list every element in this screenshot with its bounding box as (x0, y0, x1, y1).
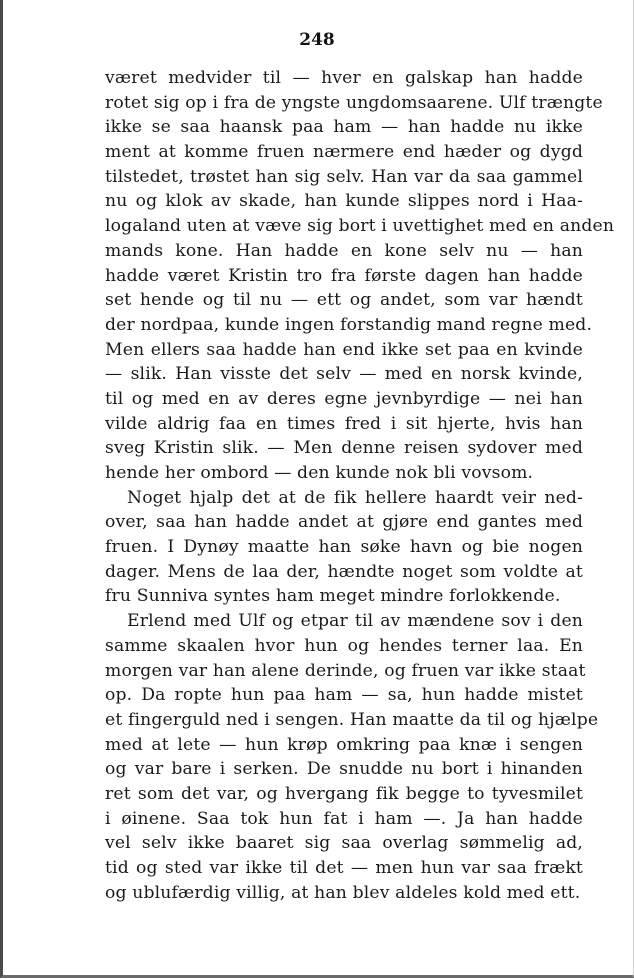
text-line: til og med en av deres egne jevnbyrdige — nei han (105, 388, 583, 409)
text-line: hende her ombord — den kunde nok bli vovsom. (105, 463, 534, 483)
text-line: i øinene. Saa tok hun fat i ham —. Ja han hadde (105, 808, 583, 829)
text-line: fruen. I Dynøy maatte han søke havn og bie nogen (105, 537, 583, 558)
text-line: Erlend med Ulf og etpar til av mændene sov i den (127, 611, 583, 632)
text-line: tilstedet, trøstet han sig selv. Han var da saa gammel (105, 166, 583, 187)
text-line: ment at komme fruen nærmere end hæder og dygd (105, 142, 583, 163)
text-line: hadde været Kristin tro fra første dagen han hadde (105, 265, 583, 286)
text-line: med at lete — hun krøp omkring paa knæ i sengen (105, 734, 583, 755)
text-line: ikke se saa haansk paa ham — han hadde nu ikke (105, 117, 583, 138)
text-line: og ublufærdig villig, at han blev aldeles kold med ett. (105, 882, 581, 903)
text-line: vel selv ikke baaret sig saa overlag sømmelig ad, (105, 833, 583, 854)
text-line: Noget hjalp det at de fik hellere haardt veir ned- (127, 487, 583, 508)
text-line: der nordpaa, kunde ingen forstandig mand regne med. (105, 314, 593, 335)
text-line: morgen var han alene derinde, og fruen var ikke staat (105, 660, 586, 681)
text-line: dager. Mens de laa der, hændte noget som voldte at (105, 561, 583, 582)
paragraph-2 (105, 486, 583, 609)
text-line: ret som det var, og hvergang fik begge to tyvesmilet (105, 783, 583, 804)
text-line: et fingerguld ned i sengen. Han maatte da til og hjælpe (105, 709, 599, 730)
text-line: vilde aldrig faa en times fred i sit hjerte, hvis han (105, 413, 583, 434)
text-line: mands kone. Han hadde en kone selv nu — han (105, 240, 583, 261)
text-line: sveg Kristin slik. — Men denne reisen sydover med (105, 438, 583, 459)
paragraph-3 (105, 609, 599, 905)
text-line: været medvider til — hver en galskap han hadde (105, 68, 583, 88)
text-line: nu og klok av skade, han kunde slippes nord i Haa- (105, 191, 583, 212)
text-line: tid og sted var ikke til det — men hun var saa frækt (105, 858, 583, 878)
text-line: og var bare i serken. De snudde nu bort i hinanden (105, 759, 583, 780)
text-line: rotet sig op i fra de yngste ungdomsaarene. Ulf trængte (105, 92, 603, 113)
text-line: op. Da ropte hun paa ham — sa, hun hadde mistet (105, 685, 583, 706)
text-line: over, saa han hadde andet at gjøre end gantes med (105, 512, 583, 533)
text-line: Men ellers saa hadde han end ikke set paa en kvinde (105, 339, 583, 360)
text-line: logaland uten at væve sig bort i uvettighet med en anden (105, 216, 615, 237)
text-line: — slik. Han visste det selv — med en norsk kvinde, (105, 364, 583, 385)
page-number: 248 (299, 30, 335, 50)
paragraph-1 (105, 66, 615, 486)
text-line: fru Sunniva syntes ham meget mindre forlokkende. (105, 586, 561, 607)
body-text (105, 66, 615, 905)
text-line: set hende og til nu — ett og andet, som var hændt (105, 290, 583, 311)
text-line: samme skaalen hvor hun og hendes terner laa. En (105, 635, 583, 656)
